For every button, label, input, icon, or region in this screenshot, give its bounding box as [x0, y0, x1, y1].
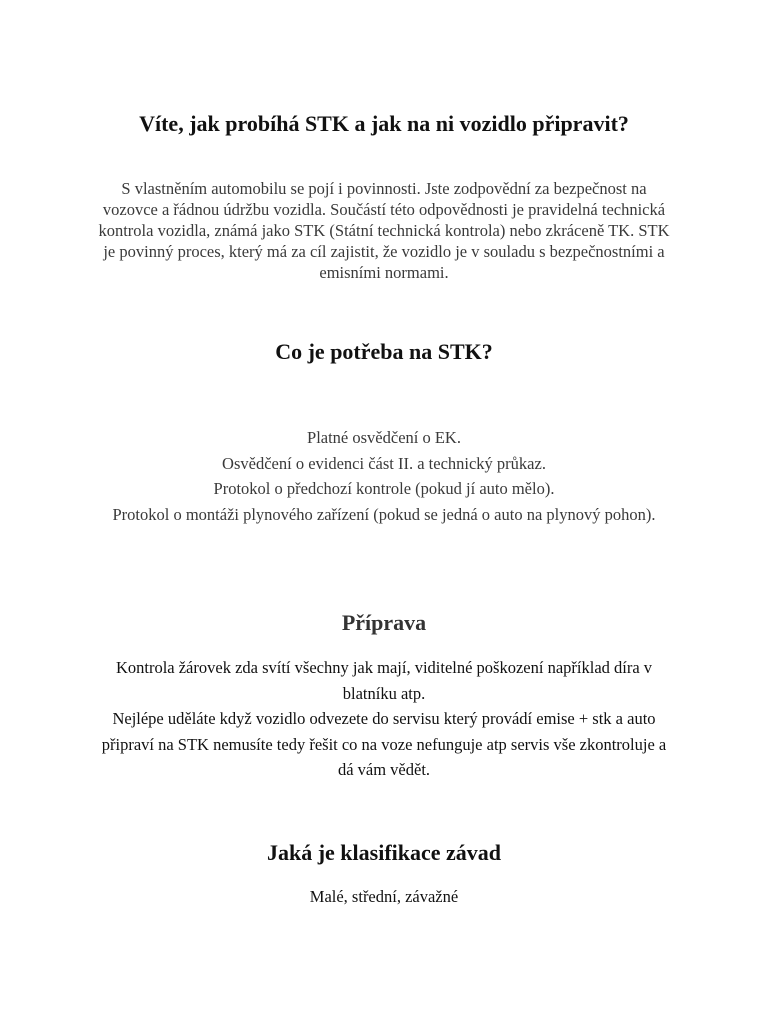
list-item: Platné osvědčení o EK.	[307, 428, 461, 447]
classification-text-wrap	[90, 886, 678, 908]
list-item: Kontrola žárovek zda svítí všechny jak mají, viditelné poškození například díra v blatníku atp.	[115, 658, 653, 703]
list-item: Nejlépe uděláte když vozidlo odvezete do servisu který provádí emise + stk a auto připraví na STK nemusíte tedy řešit co na voze nefunguje atp servis vše zkontroluje a dá vám vědět.	[101, 709, 667, 779]
list-item: Osvědčení o evidenci část II. a technický průkaz.	[222, 453, 546, 473]
list-item: Protokol o předchozí kontrole (pokud jí auto mělo).	[213, 479, 555, 498]
section-requirements	[90, 338, 678, 366]
intro-paragraph: S vlastněním automobilu se pojí i povinnosti. Jste zodpovědní za bezpečnost na vozovce a řádnou údržbu vozidla. Součástí této odpovědnosti je pravidelná technická kontrola vozidla, známá jako STK (Státní technická kontrola) nebo zkráceně TK. STK je povinný proces, který má za cíl zajistit, že vozidlo je v souladu s bezpečnostními a emisními normami.	[98, 179, 670, 282]
list-item: Protokol o montáži plynového zařízení (pokud se jedná o auto na plynový pohon).	[112, 504, 656, 524]
intro-paragraph-wrap	[92, 178, 676, 283]
section-intro	[90, 110, 678, 138]
requirements-list	[110, 425, 658, 527]
main-heading: Víte, jak probíhá STK a jak na ni vozidlo připravit?	[139, 111, 629, 136]
classification-heading: Jaká je klasifikace závad	[266, 840, 502, 865]
classification-text: Malé, střední, závažné	[309, 887, 459, 906]
section-preparation	[90, 609, 678, 637]
section-classification	[90, 839, 678, 867]
preparation-heading: Příprava	[341, 610, 427, 635]
requirements-heading: Co je potřeba na STK?	[275, 339, 493, 364]
preparation-list	[94, 655, 674, 783]
